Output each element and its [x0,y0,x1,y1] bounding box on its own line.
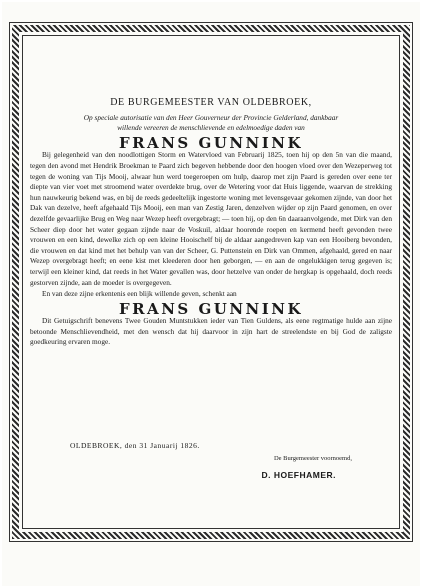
honoree-name: FRANS GUNNINK [118,133,304,152]
document-heading: DE BURGEMEESTER VAN OLDEBROEK, [110,97,312,108]
signature-name: D. HOEFHAMER. [261,470,336,480]
honoree-name-repeat: FRANS GUNNINK [118,299,304,318]
paragraph-account: Bij gelegenheid van den noodlottigen Storm en Watervloed van Februarij 1825, toen hij op den 5n van die maand, tegen den avond met Hendrik Broekman te Paard zich begeven hebbende door den hoogen vloed over den Wezeperweg tot tegen de woning van Tijs Mooij, alwaar hun werd toegeroepen om hulp, daarop met zijn Paard is gereden over eene ter diepte van vier voet met stroomend water overdekte brug, over de Wetering voor dat Huis liggende, waarvan de strekking hun nauwkeurig bekend was, en bij de reeds gedeeltelijk ingestorte woning met levensgevaar gekomen zijnde, van door het Dak van dezelve, heeft afgehaald Tijs Mooij, een man van Zestig Jaren, denzelven wijder op zijn Paard genomen, en over dezelfde gevaarlijke Brug en Weg naar Wezep heeft overgebragt; — toen hij, op den 6n daaraanvolgende, met Dirk van den Scheer diep door het water gegaan zijnde naar de Voskuil, aldaar hoorende roepen en kermend heeft gevonden twee vrouwen en een kind, dewelke zich op een kleine Hooischelf bij de aldaar aangedreven kap van een Hooiberg bevonden, die vrouwen en dat kind met het behulp van van der Scheer, G. Puttenstein en Dirk van Ommen, afgehaald, gered en naar Wezep overgebragt heeft; en eene kist met kleederen door hen geborgen, — en aan de ongelukkigen terug gegeven is; terwijl een kleiner kind, dat reeds in het Water gevallen was, door hetzelve van onder de hergkap is opgehaald, doch reeds gestorven zijnde, aan de moeder is overgegeven. [30,150,392,287]
document-body [30,98,392,348]
intro-line-2: willende vereeren de menschlievende en edelmoedige daden van [117,123,305,133]
intro-line-1: Op speciale autorisatie van den Heer Gouverneur der Provincie Gelderland, dankbaar [83,112,339,122]
paragraph-award: Dit Getuigschrift benevens Twee Gouden Muntstukken ieder van Tien Guldens, als eene regtmatige hulde aan zijne betoonde Menschlievendheid, met den wensch dat hij daarvoor in zijn hart de streelendste en bij God de zaligste goedkeuring ervaren moge. [30,316,392,347]
paragraph-lead: En van deze zijne erkentenis een blijk willende geven, schenkt aan [42,289,237,299]
signature-title: De Burgemeester voornoemd, [273,455,352,462]
date-line: OLDEBROEK, den 31 Januarij 1826. [70,441,200,450]
